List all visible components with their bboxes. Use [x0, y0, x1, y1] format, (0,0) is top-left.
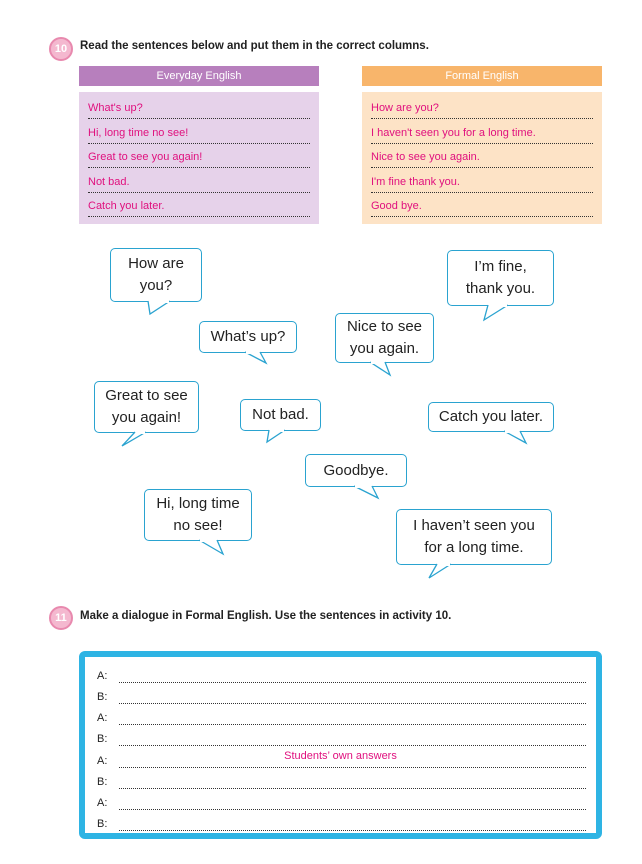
- bubble-tail: [120, 431, 160, 449]
- bubble-tail: [365, 361, 405, 379]
- speaker-label: A:: [97, 670, 108, 682]
- activity-number-badge: 11: [49, 606, 73, 630]
- column-item: Good bye.: [371, 198, 593, 217]
- column-header-everyday: Everyday English: [79, 66, 319, 86]
- activity-instruction: Make a dialogue in Formal English. Use the sentences in activity 10.: [80, 610, 452, 622]
- column-item: Great to see you again!: [88, 149, 310, 168]
- dialogue-line[interactable]: [97, 816, 586, 832]
- dialogue-line[interactable]: [97, 689, 586, 705]
- bubble-tail: [480, 304, 520, 324]
- bubble-goodbye: Goodbye.: [305, 454, 407, 487]
- activity-instruction: Read the sentences below and put them in the correct columns.: [80, 40, 429, 52]
- bubble-great-to-see: Great to see you again!: [94, 381, 199, 433]
- bubble-whats-up: What’s up?: [199, 321, 297, 353]
- bubble-havent-seen: I haven’t seen you for a long time.: [396, 509, 552, 565]
- bubble-im-fine: I’m fine, thank you.: [447, 250, 554, 306]
- column-item: How are you?: [371, 100, 593, 119]
- column-item: I haven't seen you for a long time.: [371, 125, 593, 144]
- dialogue-line[interactable]: [97, 795, 586, 811]
- bubble-catch-you-later: Catch you later.: [428, 402, 554, 432]
- bubble-tail: [350, 485, 390, 501]
- speaker-label: A:: [97, 755, 108, 767]
- activity-number-badge: 10: [49, 37, 73, 61]
- bubble-hi-long-time: Hi, long time no see!: [144, 489, 252, 541]
- column-item: What's up?: [88, 100, 310, 119]
- bubble-tail: [265, 429, 305, 445]
- dialogue-line[interactable]: [97, 668, 586, 684]
- column-item: Nice to see you again.: [371, 149, 593, 168]
- speaker-label: B:: [97, 733, 108, 745]
- column-item: Not bad.: [88, 174, 310, 193]
- bubble-how-are-you: How are you?: [110, 248, 202, 302]
- dialogue-line[interactable]: [97, 774, 586, 790]
- bubble-nice-to-see: Nice to see you again.: [335, 313, 434, 363]
- column-header-formal: Formal English: [362, 66, 602, 86]
- dialogue-line[interactable]: [97, 710, 586, 726]
- speaker-label: B:: [97, 818, 108, 830]
- bubble-tail: [425, 563, 465, 581]
- column-item: I'm fine thank you.: [371, 174, 593, 193]
- column-item: Hi, long time no see!: [88, 125, 310, 144]
- speaker-label: B:: [97, 776, 108, 788]
- answer-note: Students’ own answers: [284, 750, 397, 762]
- speaker-label: A:: [97, 712, 108, 724]
- speaker-label: B:: [97, 691, 108, 703]
- bubble-tail: [240, 351, 280, 367]
- bubble-tail: [500, 430, 540, 446]
- bubble-not-bad: Not bad.: [240, 399, 321, 431]
- column-everyday-english: [79, 92, 319, 224]
- speaker-label: A:: [97, 797, 108, 809]
- bubble-tail: [140, 300, 180, 320]
- column-formal-english: [362, 92, 602, 224]
- dialogue-box: [79, 651, 602, 839]
- dialogue-line[interactable]: [97, 731, 586, 747]
- column-item: Catch you later.: [88, 198, 310, 217]
- bubble-tail: [195, 539, 235, 557]
